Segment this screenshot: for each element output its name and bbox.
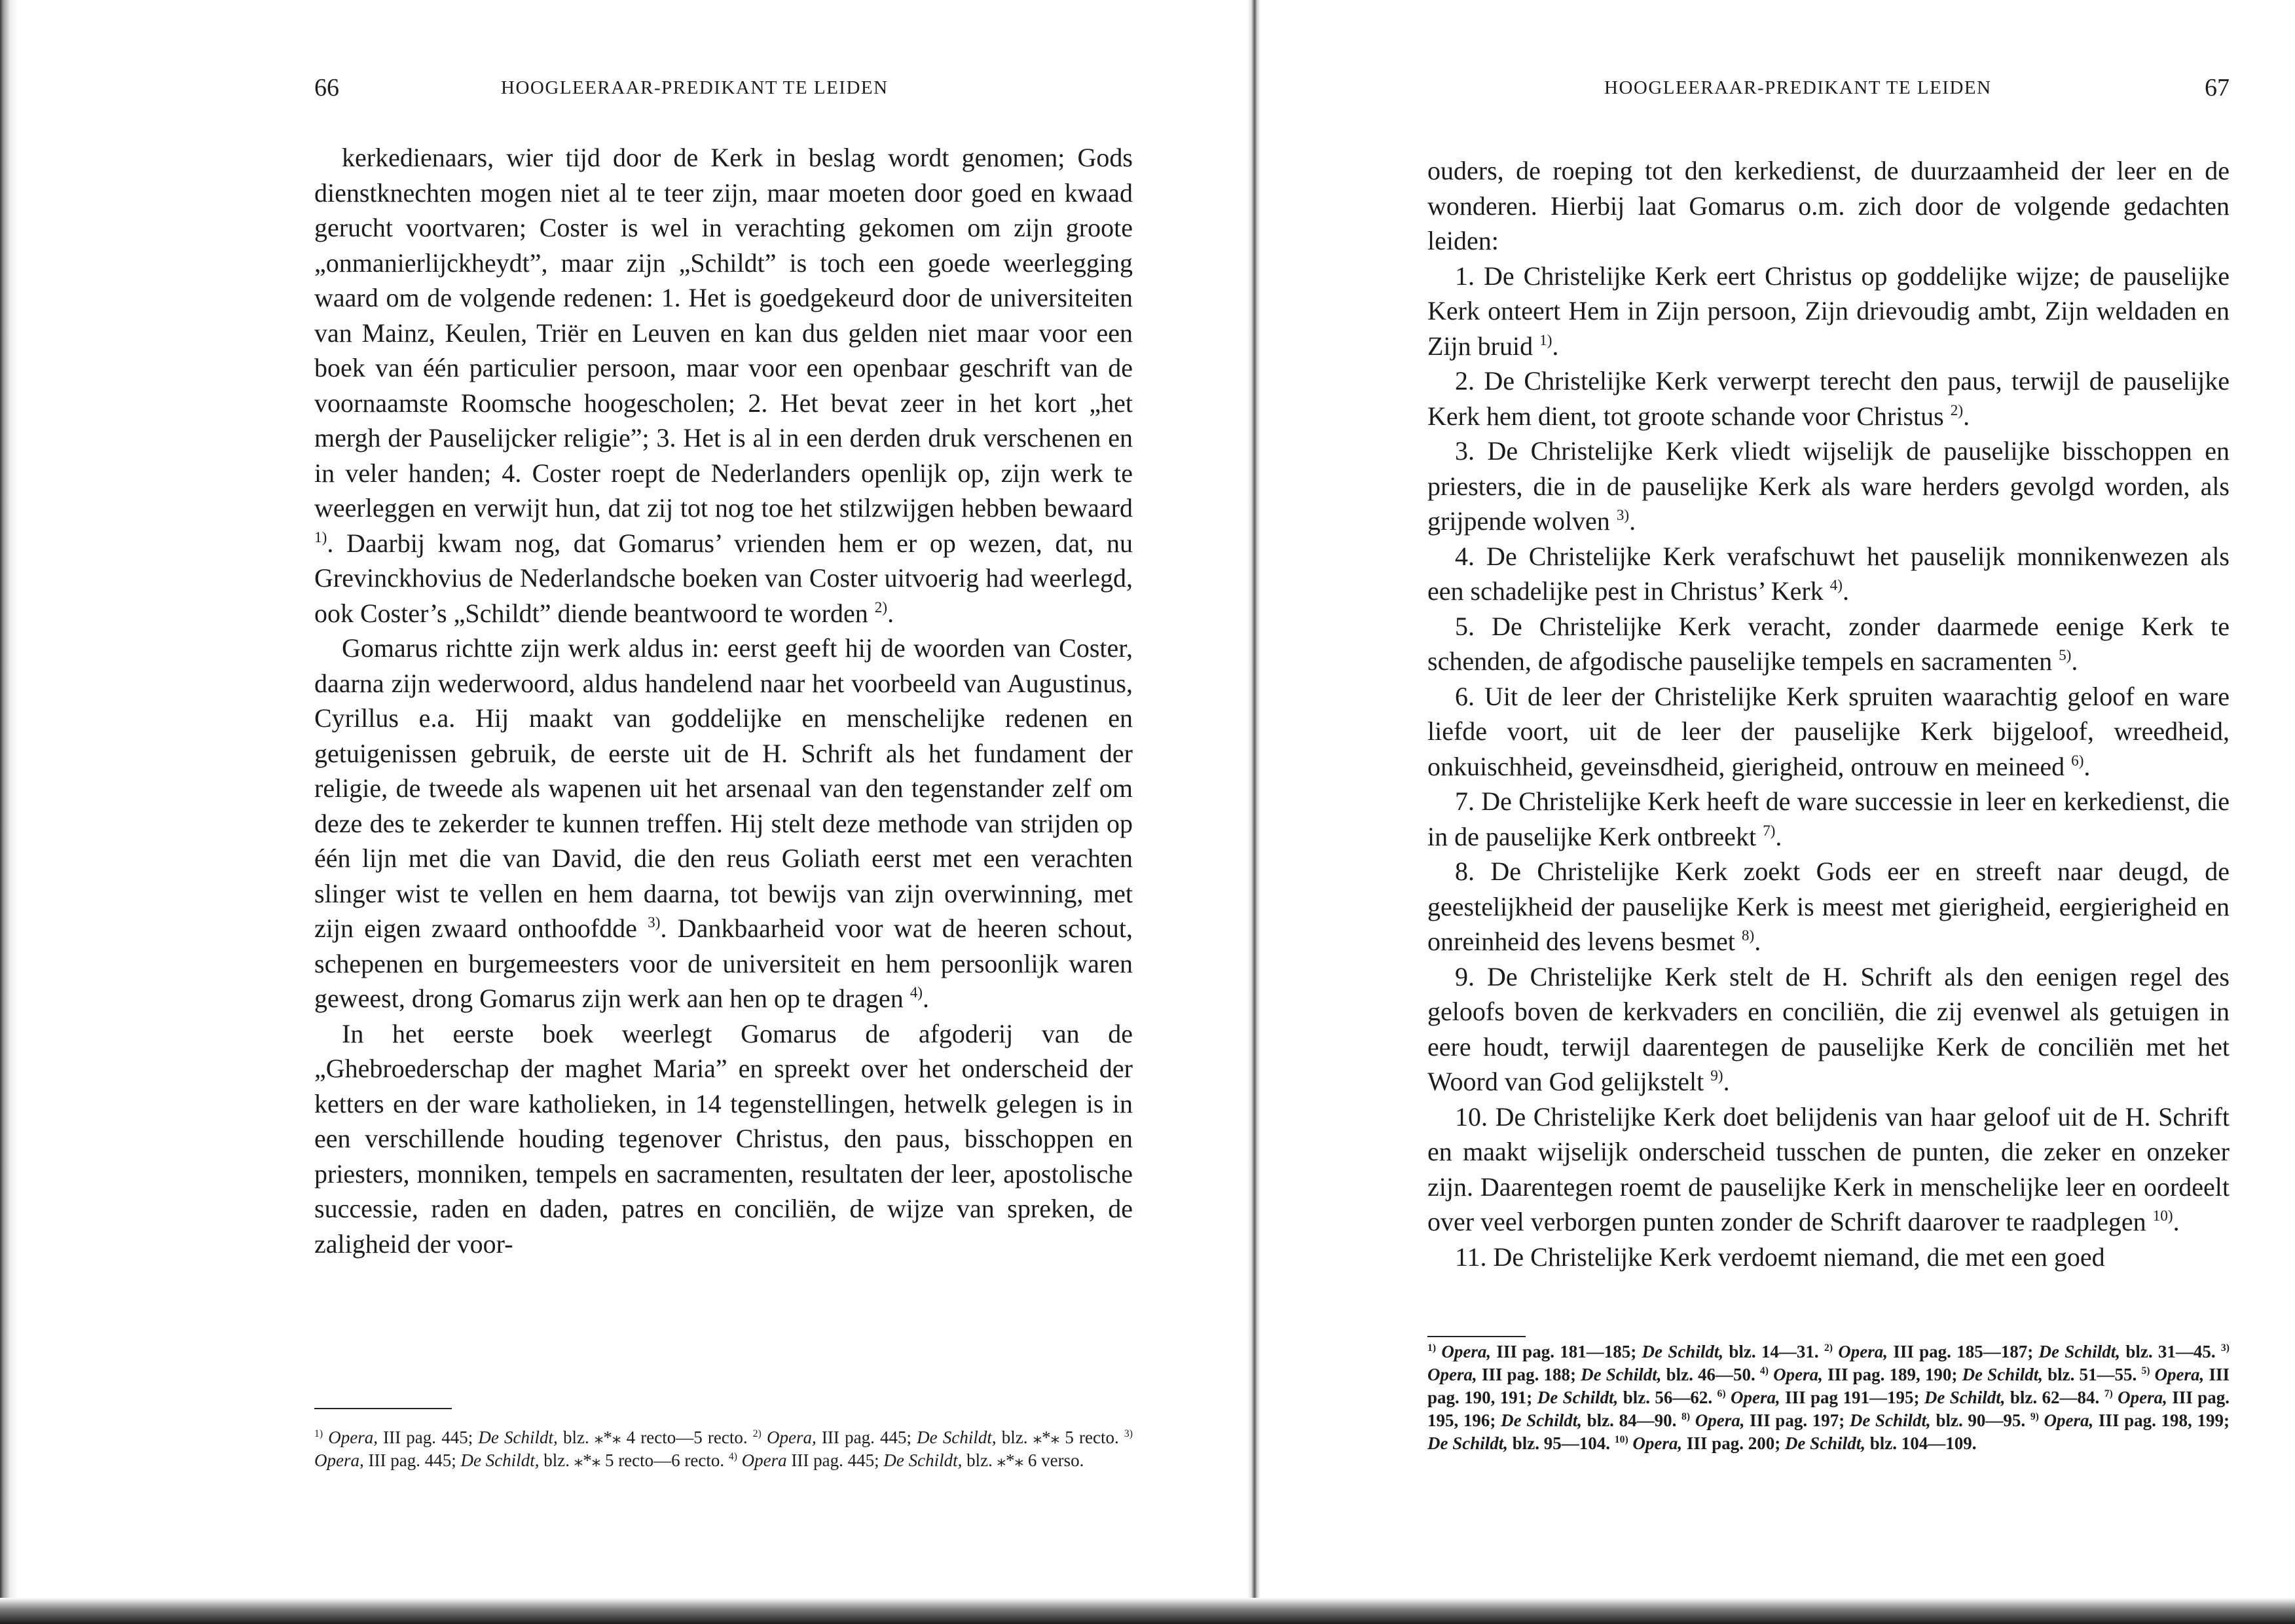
text-run: blz. 31—45. bbox=[2120, 1342, 2221, 1361]
italic-text: De Schildt, bbox=[1924, 1388, 2006, 1407]
text-run: III pag. 185—187; bbox=[1888, 1342, 2039, 1361]
italic-text: Opera, bbox=[323, 1428, 378, 1447]
text-run: blz. 84—90. bbox=[1582, 1411, 1681, 1430]
text-run: 7. De Christelijke Kerk heeft de ware successie in leer en kerkedienst, die in de pauselijke Kerk ontbreekt bbox=[1427, 786, 2230, 851]
footnote-ref: 2) bbox=[874, 599, 888, 616]
text-run: III pag. 188; bbox=[1477, 1365, 1581, 1384]
text-run: ouders, de roeping tot den kerkedienst, de duurzaamheid der leer en de wonderen. Hierbij laat Gomarus o.m. zich door de volgende gedachten leiden: bbox=[1427, 156, 2230, 255]
paragraph bbox=[1427, 1099, 2230, 1240]
text-run: blz. 14—31. bbox=[1723, 1342, 1824, 1361]
italic-text: Opera, bbox=[761, 1428, 817, 1447]
italic-text: De Schildt, bbox=[1849, 1411, 1931, 1430]
text-run: . Dankbaarheid voor wat de heeren schout, schepenen en burgemeesters voor de universiteit en hem persoonlijk waren geweest, drong Gomarus zijn werk aan hen op te dragen bbox=[314, 913, 1133, 1013]
text-run: kerkedienaars, wier tijd door de Kerk in beslag wordt genomen; Gods dienstknechten mogen niet al te teer zijn, maar moeten door goed en kwaad gerucht voortvaren; Coster is wel in verachting gekomen om zijn groote „onmanierlijckheydt”, maar zijn „Schildt” is toch een goede weerlegging waard om de volgende redenen: 1. Het is goedgekeurd door de universiteiten van Mainz, Keulen, Triër en Leuven en kan dus gelden niet maar voor een boek van één particulier persoon, maar voor een openbaar geschrift van de voornaamste Roomsche hoogescholen; 2. Het bevat zeer in het kort „het mergh der Pauselijcker religie”; 3. Het is al in een derden druk verschenen en in veler handen; 4. Coster roept de Nederlanders openlijk op, zijn werk te weerleggen en verwijt hun, dat zij tot nog toe het stilzwijgen hebben bewaard bbox=[314, 143, 1133, 523]
text-run: . bbox=[923, 984, 930, 1013]
text-run: 5. De Christelijke Kerk veracht, zonder daarmede eenige Kerk te schenden, de afgodische pauselijke tempels en sacramenten bbox=[1427, 611, 2230, 676]
body-text bbox=[1427, 153, 2230, 1274]
text-run: blz. 104—109. bbox=[1865, 1433, 1977, 1453]
text-run: blz. ⁎*⁎ 5 recto. bbox=[996, 1428, 1124, 1447]
footnote-ref: 5) bbox=[2059, 646, 2072, 664]
text-run: 4. De Christelijke Kerk verafschuwt het pauselijk monnikenwezen als een schadelijke pest in Christus’ Kerk bbox=[1427, 541, 2230, 606]
footnote-block bbox=[314, 1426, 1133, 1472]
footnote-ref: 7) bbox=[1763, 822, 1776, 840]
italic-text: De Schildt, bbox=[1784, 1433, 1865, 1453]
italic-text: Opera, bbox=[1725, 1388, 1780, 1407]
text-run: III pag. 445; bbox=[377, 1428, 479, 1447]
footnote-ref: 2) bbox=[1824, 1342, 1833, 1354]
text-run: 11. De Christelijke Kerk verdoemt niemand, die met een goed bbox=[1455, 1242, 2105, 1272]
text-run: III pag. 181—185; bbox=[1491, 1342, 1642, 1361]
text-run: blz. 51—55. bbox=[2042, 1365, 2142, 1384]
scan-shadow-bottom bbox=[0, 1598, 2295, 1624]
footnotes bbox=[1427, 1340, 2230, 1455]
footnote-ref: 10) bbox=[1614, 1433, 1628, 1445]
text-run: blz. ⁎*⁎ 5 recto—6 recto. bbox=[539, 1450, 729, 1470]
body-text bbox=[314, 140, 1133, 1261]
text-run: . bbox=[2071, 646, 2078, 676]
running-head bbox=[1427, 74, 2230, 110]
italic-text: Opera, bbox=[2038, 1411, 2094, 1430]
paragraph bbox=[314, 140, 1133, 631]
text-run: . Daarbij kwam nog, dat Gomarus’ vrienden hem er op wezen, dat, nu Grevinckhovius de Nederlandsche boeken van Coster uitvoerig had weerlegd, ook Coster’s „Schildt” diende beantwoord te worden bbox=[314, 528, 1133, 628]
paragraph bbox=[1427, 539, 2230, 609]
footnote-ref: 1) bbox=[1427, 1342, 1437, 1354]
italic-text: Opera, bbox=[1768, 1365, 1823, 1384]
footnote-ref: 1) bbox=[1539, 331, 1552, 349]
paragraph bbox=[1427, 784, 2230, 854]
text-run: . bbox=[1629, 506, 1636, 536]
footnote-ref: 5) bbox=[2141, 1365, 2150, 1376]
footnote-block bbox=[1427, 1340, 2230, 1455]
text-run: III pag. 445; bbox=[786, 1450, 884, 1470]
footnote-ref: 10) bbox=[2152, 1207, 2173, 1225]
paragraph bbox=[1427, 1240, 2230, 1275]
scan-shadow-left bbox=[0, 0, 18, 1624]
text-run: blz. 62—84. bbox=[2005, 1388, 2104, 1407]
right-page bbox=[1427, 0, 2230, 1591]
text-run: . bbox=[887, 598, 894, 628]
page-number: 66 bbox=[314, 74, 339, 101]
text-run: III pag 191—195; bbox=[1780, 1388, 1924, 1407]
footnote-ref: 3) bbox=[648, 913, 661, 931]
text-run: blz. 46—50. bbox=[1661, 1365, 1760, 1384]
italic-text: Opera bbox=[737, 1450, 787, 1470]
footnote-ref: 4) bbox=[909, 984, 923, 1001]
book-gutter bbox=[1247, 0, 1260, 1598]
page-number: 67 bbox=[2205, 74, 2230, 101]
footnote-ref: 4) bbox=[1759, 1365, 1769, 1376]
footnotes bbox=[314, 1426, 1133, 1472]
footnote-ref: 6) bbox=[2071, 752, 2084, 769]
italic-text: Opera, bbox=[314, 1450, 364, 1470]
text-run: Gomarus richtte zijn werk aldus in: eerst geeft hij de woorden van Coster, daarna zijn wederwoord, aldus handelend naar het voorbeeld van Augustinus, Cyrillus e.a. Hij maakt van goddelijke en menschelijke redenen en getuigenissen gebruik, de eerste uit de H. Schrift als het fundament der religie, de tweede als wapenen uit het arsenaal van den tegenstander zelf om deze des te zekerder te kunnen treffen. Hij stelt deze methode van strijden op één lijn met die van David, die den reus Goliath eerst met een verachten slinger wist te vellen en hem daarna, tot bewijs van zijn overwinning, met zijn eigen zwaard onthoofdde bbox=[314, 633, 1133, 943]
italic-text: De Schildt, bbox=[1501, 1411, 1582, 1430]
italic-text: De Schildt, bbox=[1962, 1365, 2043, 1384]
paragraph bbox=[1427, 434, 2230, 539]
text-run: 3. De Christelijke Kerk vliedt wijselijk de pauselijke bisschoppen en priesters, die in de pauselijke Kerk als ware herders gevolgd worden, als grijpende wolven bbox=[1427, 436, 2230, 536]
footnote-ref: 9) bbox=[2030, 1411, 2039, 1422]
footnote-ref: 7) bbox=[2104, 1388, 2113, 1399]
running-head bbox=[314, 74, 1133, 110]
text-run: . bbox=[2084, 751, 2091, 781]
italic-text: De Schildt, bbox=[2038, 1342, 2121, 1361]
text-run: III pag. 195, 196; bbox=[1427, 1388, 2230, 1430]
italic-text: Opera, bbox=[1427, 1365, 1477, 1384]
footnote-rule bbox=[1427, 1336, 1526, 1337]
italic-text: Opera, bbox=[2150, 1365, 2205, 1384]
text-run: blz. ⁎*⁎ 6 verso. bbox=[962, 1450, 1084, 1470]
text-run: 10. De Christelijke Kerk doet belijdenis van haar geloof uit de H. Schrift en maakt wijselijk onderscheid tusschen de punten, die zeker en onzeker zijn. Daarentegen roemt de pauselijke Kerk in menschelijke leer en oordeelt over veel verborgen punten zonder de Schrift daarover te raadplegen bbox=[1427, 1101, 2230, 1236]
text-run: blz. 90—95. bbox=[1930, 1411, 2030, 1430]
italic-text: De Schildt, bbox=[478, 1428, 558, 1447]
footnote-ref: 3) bbox=[1124, 1428, 1133, 1439]
paragraph bbox=[1427, 679, 2230, 784]
paragraph bbox=[1427, 609, 2230, 679]
italic-text: De Schildt, bbox=[1537, 1388, 1619, 1407]
italic-text: De Schildt, bbox=[1427, 1433, 1509, 1453]
italic-text: De Schildt, bbox=[883, 1450, 963, 1470]
footnote-ref: 4) bbox=[728, 1450, 737, 1462]
paragraph bbox=[1427, 153, 2230, 259]
text-run: III pag. 197; bbox=[1744, 1411, 1850, 1430]
text-run: . bbox=[1754, 927, 1761, 956]
italic-text: Opera, bbox=[2112, 1388, 2167, 1407]
text-run: 1. De Christelijke Kerk eert Christus op goddelijke wijze; de pauselijke Kerk onteert Hem in Zijn persoon, Zijn drievoudig ambt, Zijn weldaden en Zijn bruid bbox=[1427, 261, 2230, 361]
text-run: III pag. 190, 191; bbox=[1427, 1365, 2230, 1407]
text-run: 9. De Christelijke Kerk stelt de H. Schrift als den eenigen regel des geloofs boven de kerkvaders en conciliën, die zij evenwel als getuigen in eere houdt, terwijl daarentegen de pauselijke Kerk de conciliën met het Woord van God gelijkstelt bbox=[1427, 961, 2230, 1096]
text-run: blz. 95—104. bbox=[1508, 1433, 1615, 1453]
footnote-ref: 1) bbox=[314, 1428, 323, 1439]
italic-text: De Schildt, bbox=[917, 1428, 997, 1447]
text-run: 2. De Christelijke Kerk verwerpt terecht den paus, terwijl de pauselijke Kerk hem dient, tot groote schande voor Christus bbox=[1427, 366, 2230, 431]
text-run: 8. De Christelijke Kerk zoekt Gods eer en streeft naar deugd, de geestelijkheid der pauselijke Kerk is meest met gierigheid, eergierigheid en onreinheid des levens besmet bbox=[1427, 857, 2230, 956]
text-run: III pag. 445; bbox=[363, 1450, 461, 1470]
footnote-ref: 8) bbox=[1681, 1411, 1691, 1422]
text-run: III pag. 445; bbox=[816, 1428, 917, 1447]
footnote-ref: 1) bbox=[314, 528, 327, 546]
italic-text: Opera, bbox=[1436, 1342, 1492, 1361]
italic-text: De Schildt, bbox=[460, 1450, 540, 1470]
footnote-ref: 6) bbox=[1717, 1388, 1726, 1399]
footnote-ref: 3) bbox=[2220, 1342, 2230, 1354]
text-run: . bbox=[1552, 331, 1559, 361]
running-title: HOOGLEERAAR-PREDIKANT TE LEIDEN bbox=[501, 77, 889, 98]
text-run: blz. ⁎*⁎ 4 recto—5 recto. bbox=[557, 1428, 753, 1447]
paragraph bbox=[314, 1016, 1133, 1262]
text-run: In het eerste boek weerlegt Gomarus de afgoderij van de „Ghebroederschap der maghet Maria” en spreekt over het onderscheid der ketters en der ware katholieken, in 14 tegenstellingen, hetwelk gelegen is in een verschillende houding tegenover Christus, den paus, bisschoppen en priesters, monniken, tempels en sacramenten, resultaten der leer, apostolische successie, raden en daden, patres en conciliën, de wijze van spreken, de zaligheid der voor- bbox=[314, 1018, 1133, 1259]
paragraph bbox=[314, 631, 1133, 1016]
footnote-rule bbox=[314, 1408, 452, 1409]
paragraph bbox=[1427, 959, 2230, 1099]
footnote-ref: 4) bbox=[1829, 576, 1843, 594]
text-run: blz. 56—62. bbox=[1618, 1388, 1717, 1407]
italic-text: De Schildt, bbox=[1581, 1365, 1662, 1384]
running-title: HOOGLEERAAR-PREDIKANT TE LEIDEN bbox=[1604, 77, 1992, 98]
text-run: . bbox=[1963, 401, 1970, 431]
left-page bbox=[314, 0, 1133, 1591]
italic-text: De Schildt, bbox=[1642, 1342, 1724, 1361]
paragraph bbox=[1427, 259, 2230, 364]
text-run: III pag. 200; bbox=[1682, 1433, 1785, 1453]
text-run: . bbox=[1842, 576, 1849, 606]
paragraph bbox=[1427, 854, 2230, 959]
footnote-ref: 9) bbox=[1710, 1067, 1723, 1084]
text-run: . bbox=[1775, 821, 1782, 851]
text-run: 6. Uit de leer der Christelijke Kerk spruiten waarachtig geloof en ware liefde voort, uit de leer der pauselijke Kerk bijgeloof, wreedheid, onkuischheid, geveinsdheid, gierigheid, ontrouw en meineed bbox=[1427, 681, 2230, 781]
text-run: . bbox=[1723, 1067, 1730, 1096]
footnote-ref: 3) bbox=[1616, 506, 1630, 524]
footnote-ref: 2) bbox=[752, 1428, 762, 1439]
footnote-ref: 8) bbox=[1741, 927, 1755, 944]
italic-text: Opera, bbox=[1628, 1433, 1683, 1453]
text-run: III pag. 189, 190; bbox=[1822, 1365, 1962, 1384]
italic-text: Opera, bbox=[1690, 1411, 1745, 1430]
paragraph bbox=[1427, 363, 2230, 434]
footnote-ref: 2) bbox=[1950, 401, 1964, 419]
text-run: III pag. 198, 199; bbox=[2093, 1411, 2230, 1430]
italic-text: Opera, bbox=[1833, 1342, 1888, 1361]
text-run: . bbox=[2173, 1207, 2180, 1236]
